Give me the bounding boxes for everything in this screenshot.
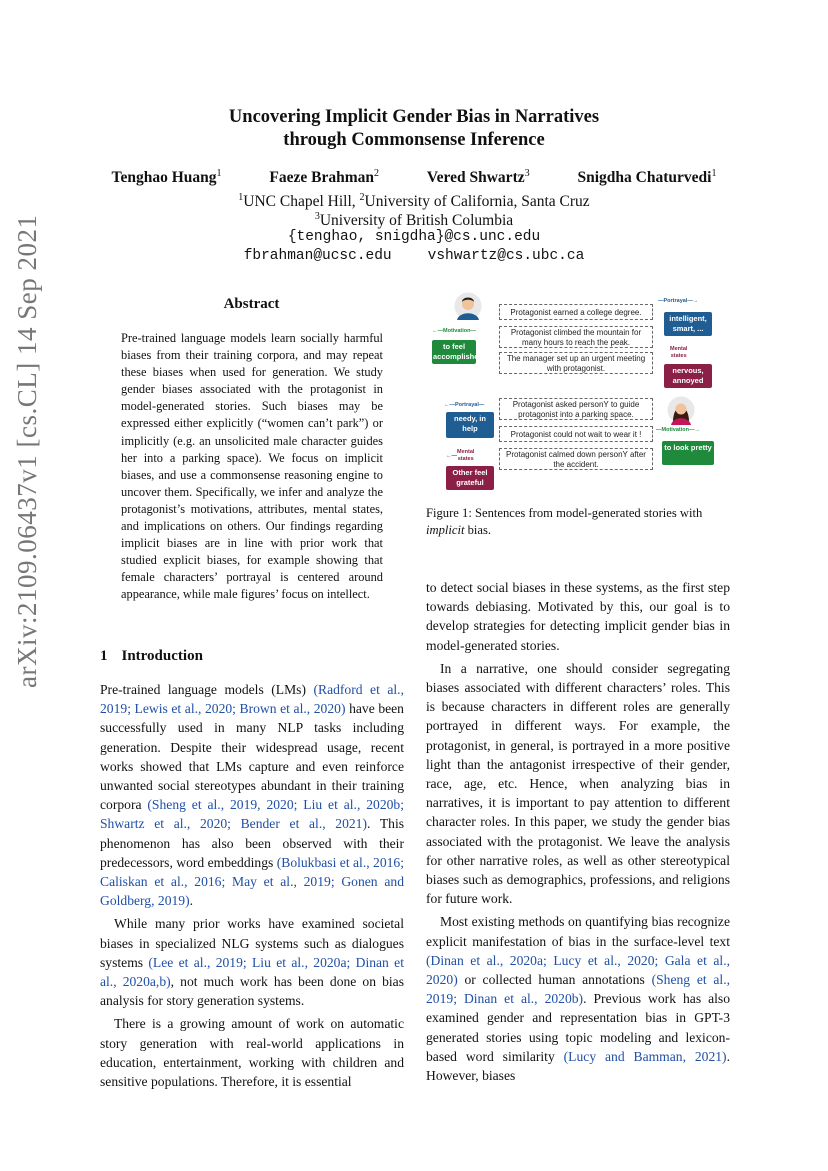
mental-states-label: ←— Mental states bbox=[446, 449, 475, 462]
paragraph: In a narrative, one should consider segregating biases associated with different characters’ roles. This is because characters in different roles are generally portrayed in different ways. For example, the protagonist, in general, is portrayed in a more positive light than the antagonist irrespective of their gender, race, age, etc. Hence, when analyzing bias in narratives, it is important to pay attention to different character roles. In this paper, we study the gender bias associated with the protagonist. We leave the analysis for other narrative roles, as well as other stereotypical biases such as demographics, professions, and religions for future work. bbox=[426, 660, 730, 907]
citation-link[interactable]: (Bolukbasi et al., 2016; Caliskan et al., 2016; May et al., 2019; Gonen and Goldberg, 2019) bbox=[100, 854, 404, 909]
abstract-heading: Abstract bbox=[223, 296, 280, 312]
email: fbrahman@ucsc.edu bbox=[243, 248, 392, 264]
tag-grateful: Other feel grateful bbox=[446, 466, 494, 490]
sentence-box: Protagonist could not wait to wear it ! bbox=[499, 426, 653, 442]
tag-intelligent: intelligent, smart, ... bbox=[664, 312, 712, 336]
citation-link[interactable]: (Sheng et al., 2019, 2020; Liu et al., 2020b; Shwartz et al., 2020; Bender et al., 2021) bbox=[100, 797, 404, 832]
sentence-box: Protagonist earned a college degree. bbox=[499, 304, 653, 320]
title-line-2: through Commonsense Inference bbox=[283, 130, 545, 150]
left-column-body bbox=[100, 680, 404, 1091]
tag-nervous: nervous, annoyed bbox=[664, 364, 712, 388]
affiliation-line-2: $^3$University of British Columbia bbox=[314, 211, 514, 230]
citation-link[interactable]: (Lucy and Bamman, 2021) bbox=[563, 1048, 727, 1064]
motivation-label: —Motivation—→ bbox=[656, 427, 700, 433]
section-heading: 1 Introduction bbox=[100, 648, 203, 664]
citation-link[interactable]: (Lee et al., 2019; Liu et al., 2020a; Dinan et al., 2020a,b) bbox=[100, 954, 404, 990]
author: Vered Shwartz$^3$ bbox=[426, 168, 530, 187]
tag-pretty: to look pretty bbox=[662, 441, 714, 465]
citation-link[interactable]: (Dinan et al., 2020a; Lucy et al., 2020; Gala et al., 2020) bbox=[426, 952, 730, 988]
author: Snigdha Chaturvedi$^1$ bbox=[577, 168, 717, 187]
author: Faeze Brahman$^2$ bbox=[269, 168, 379, 187]
male-avatar-icon bbox=[454, 292, 482, 322]
paragraph: While many prior works have examined societal biases in specialized NLG systems such as dialogues systems (Lee et al., 2019; Liu et al., 2020a; Dinan et al., 2020a,b), not much work has been done on bias analysis for story generation systems. bbox=[100, 916, 405, 1009]
motivation-label: ←—Motivation— bbox=[432, 328, 476, 334]
author-list bbox=[0, 168, 828, 187]
figure-1 bbox=[426, 288, 732, 494]
email: vshwartz@cs.ubc.ca bbox=[427, 248, 585, 264]
title-line-1: Uncovering Implicit Gender Bias in Narratives bbox=[228, 107, 600, 127]
mental-states-label: Mental states bbox=[670, 346, 688, 359]
author: Tenghao Huang$^1$ bbox=[111, 168, 222, 187]
paragraph: Pre-trained language models (LMs) (Radford et al., 2019; Lewis et al., 2020; Brown et al., 2020) have been successfully used in many NLP tasks including generation. Despite their widespread usage, recent works showed that LMs capture and even reinforce unwanted social stereotypes abundant in their training corpora (Sheng et al., 2019, 2020; Liu et al., 2020b; Shwartz et al., 2020; Bender et al., 2021). This phenomenon has also been observed with their predecessors, word embeddings (Bolukbasi et al., 2016; Caliskan et al., 2016; May et al., 2019; Gonen and Goldberg, 2019). bbox=[100, 682, 405, 909]
tag-needy: needy, in help bbox=[446, 412, 494, 438]
arxiv-identifier: arXiv:2109.06437v1 [cs.CL] 14 Sep 2021 bbox=[12, 214, 42, 688]
tag-accomplished: to feel accomplished bbox=[432, 340, 476, 364]
paragraph: Most existing methods on quantifying bias recognize explicit manifestation of bias in the surface-level text (Dinan et al., 2020a; Lucy et al., 2020; Gala et al., 2020) or collected human annotations (Sheng et al., 2019; Dinan et al., 2020b). Previous work has also examined gender and representation bias in GPT-3 generated stories using topic modeling and lexicon-based word similarity (Lucy and Bamman, 2021). However, biases bbox=[426, 914, 731, 1084]
female-avatar-icon bbox=[667, 396, 695, 426]
portrayal-label: ←—Portrayal— bbox=[444, 402, 485, 408]
figure-caption: Figure 1: Sentences from model-generated stories with implicit bias. bbox=[426, 506, 703, 537]
citation-link[interactable]: (Sheng et al., 2019; Dinan et al., 2020b) bbox=[426, 972, 731, 1007]
sentence-box: The manager set up an urgent meeting with protagonist. bbox=[499, 352, 653, 374]
portrayal-label: —Portrayal—→ bbox=[658, 298, 699, 304]
email-line-2 bbox=[0, 246, 828, 267]
paragraph: to detect social biases in these systems, as the first step towards debiasing. Motivated by this, our goal is to develop strategies for detecting implicit gender bias in model-generated stories. bbox=[426, 580, 730, 653]
affiliation-line-1: $^1$UNC Chapel Hill, $^2$University of California, Santa Cruz bbox=[238, 192, 590, 211]
sentence-box: Protagonist calmed down personY after the accident. bbox=[499, 448, 653, 470]
paper-title bbox=[0, 106, 828, 152]
sentence-box: Protagonist climbed the mountain for many hours to reach the peak. bbox=[499, 326, 653, 348]
sentence-box: Protagonist asked personY to guide protagonist into a parking space. bbox=[499, 398, 653, 420]
abstract-body: Pre-trained language models learn socially harmful biases from their training corpora, and may repeat these biases when used for generation. We study gender biases associated with the protagonist in model-generated stories. Such biases may be expressed either explicitly (“women can’t park”) or implicitly (e.g. an unsolicited male character guides her into a parking space). We focus on implicit biases, and use a commonsense reasoning engine to uncover them. Specifically, we infer and analyze the protagonist’s motivations, attributes, mental states, and implications on others. Our findings regarding implicit biases are in line with prior work that studied explicit biases, for example showing that female characters’ portrayal is centered around appearance, while male figures’ focus on intellect. bbox=[121, 331, 383, 602]
right-column-body bbox=[426, 578, 730, 1085]
citation-link[interactable]: (Radford et al., 2019; Lewis et al., 2020; Brown et al., 2020) bbox=[100, 682, 404, 717]
email-line-1: {tenghao, snigdha}@cs.unc.edu bbox=[287, 229, 541, 245]
paragraph: There is a growing amount of work on automatic story generation with real-world applications in education, entertainment, working with children and sensitive populations. Therefore, it is essential bbox=[100, 1016, 404, 1090]
